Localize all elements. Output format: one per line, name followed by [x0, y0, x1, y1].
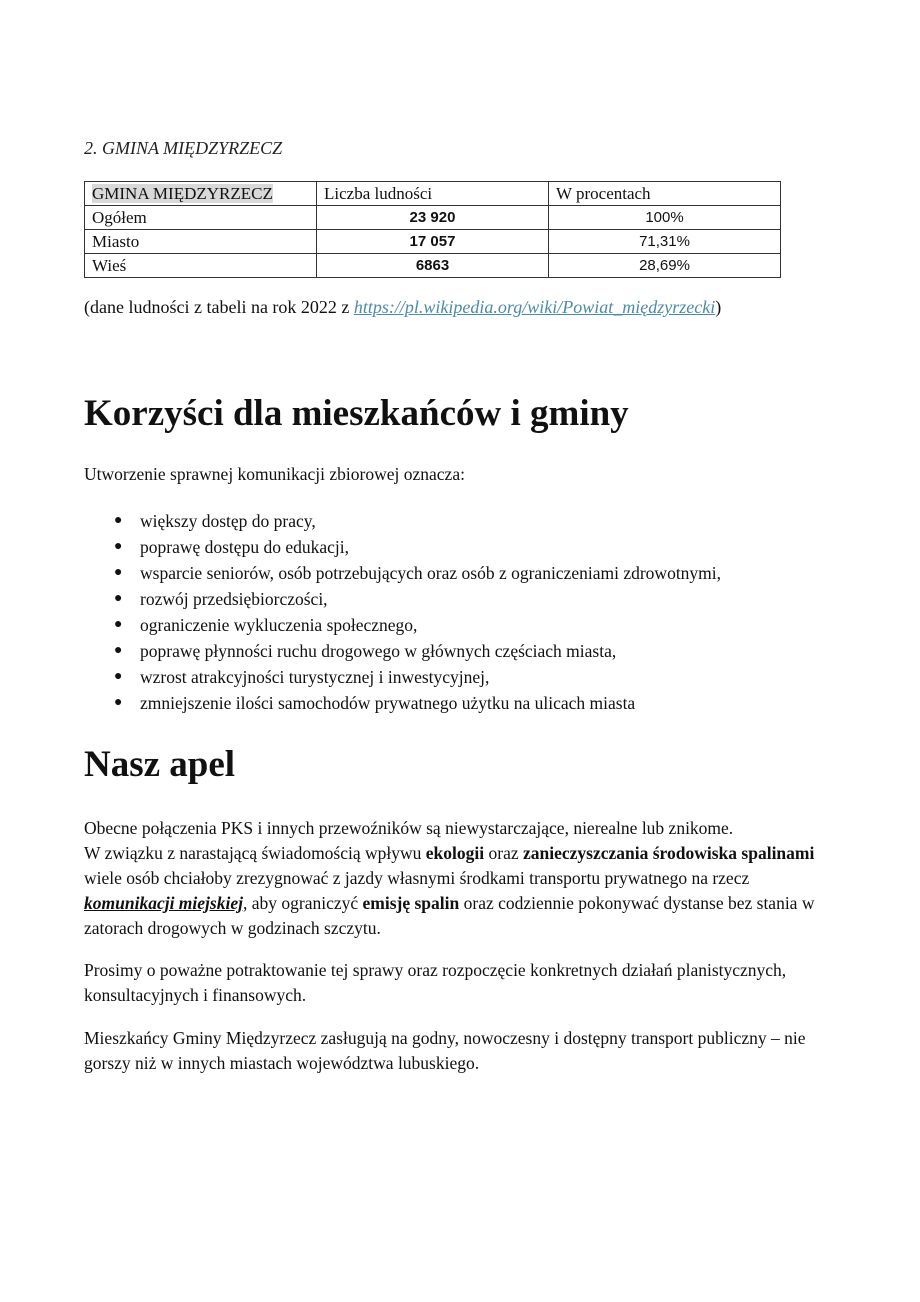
list-item — [84, 612, 721, 638]
row-label: Ogółem — [85, 206, 317, 230]
row-label: Miasto — [85, 230, 317, 254]
bullet-icon: ● — [114, 617, 123, 632]
population-value: 17 057 — [317, 230, 549, 254]
table-header-cell — [85, 182, 317, 206]
list-item-text: poprawę płynności ruchu drogowego w głównych częściach miasta, — [140, 641, 617, 661]
population-value: 6863 — [317, 254, 549, 278]
benefits-heading: Korzyści dla mieszkańców i gminy — [84, 393, 629, 434]
list-item-text: rozwój przedsiębiorczości, — [140, 589, 328, 609]
list-item-text: wzrost atrakcyjności turystycznej i inwestycyjnej, — [140, 667, 490, 687]
list-item-text: poprawę dostępu do edukacji, — [140, 537, 349, 557]
appeal-heading: Nasz apel — [84, 744, 236, 785]
emphasis-emissions: emisję spalin — [362, 893, 460, 913]
appeal-text: oraz — [484, 843, 523, 863]
header-municipality: GMINA MIĘDZYRZECZ — [92, 183, 273, 203]
list-item — [84, 534, 721, 560]
row-label: Wieś — [85, 254, 317, 278]
table-row — [85, 230, 781, 254]
population-table — [84, 181, 781, 278]
source-note — [84, 297, 721, 318]
source-suffix: ) — [715, 297, 722, 317]
list-item-text: ograniczenie wykluczenia społecznego, — [140, 615, 418, 635]
emphasis-public-transport: komunikacji miejskiej — [84, 893, 243, 913]
list-item — [84, 586, 721, 612]
table-header-cell: Liczba ludności — [317, 182, 549, 206]
population-value: 23 920 — [317, 206, 549, 230]
appeal-paragraph-1 — [84, 816, 844, 941]
bullet-icon: ● — [114, 695, 123, 710]
section-heading: 2. GMINA MIĘDZYRZECZ — [84, 138, 283, 158]
percent-value: 28,69% — [549, 254, 781, 278]
emphasis-ecology: ekologii — [425, 843, 485, 863]
appeal-paragraph-2: Prosimy o poważne potraktowanie tej sprawy oraz rozpoczęcie konkretnych działań planistycznych, konsultacyjnych i finansowych. — [84, 960, 787, 1005]
appeal-paragraph-3: Mieszkańcy Gminy Międzyrzecz zasługują na godny, nowoczesny i dostępny transport publiczny – nie gorszy niż w innych miastach województwa lubuskiego. — [84, 1028, 806, 1073]
appeal-text: , aby ograniczyć — [242, 893, 363, 913]
bullet-icon: ● — [114, 513, 123, 528]
table-header-cell: W procentach — [549, 182, 781, 206]
list-item-text: większy dostęp do pracy, — [140, 511, 316, 531]
list-item-text: wsparcie seniorów, osób potrzebujących oraz osób z ograniczeniami zdrowotnymi, — [140, 563, 722, 583]
source-link[interactable]: https://pl.wikipedia.org/wiki/Powiat_międzyrzecki — [353, 297, 716, 317]
list-item — [84, 638, 721, 664]
list-item — [84, 560, 721, 586]
percent-value: 100% — [549, 206, 781, 230]
emphasis-pollution: zanieczyszczania środowiska spalinami — [523, 843, 815, 863]
benefits-intro: Utworzenie sprawnej komunikacji zbiorowej oznacza: — [84, 464, 465, 484]
appeal-text: W związku z narastającą świadomością wpływu — [84, 843, 426, 863]
percent-value: 71,31% — [549, 230, 781, 254]
appeal-text: wiele osób chciałoby zrezygnować z jazdy własnymi środkami transportu prywatnego na rzecz — [84, 868, 750, 888]
table-header-row — [85, 182, 781, 206]
list-item — [84, 508, 721, 534]
list-item-text: zmniejszenie ilości samochodów prywatnego użytku na ulicach miasta — [140, 693, 636, 713]
bullet-icon: ● — [114, 669, 123, 684]
appeal-line-1: Obecne połączenia PKS i innych przewoźników są niewystarczające, nierealne lub znikome. — [84, 818, 734, 838]
list-item — [84, 664, 721, 690]
bullet-icon: ● — [114, 565, 123, 580]
bullet-icon: ● — [114, 539, 123, 554]
bullet-icon: ● — [114, 643, 123, 658]
benefits-list — [84, 508, 721, 716]
appeal-text: oraz codziennie pokonywać dystanse bez stania w zatorach drogowych w godzinach szczytu. — [84, 893, 815, 938]
table-row — [85, 206, 781, 230]
source-prefix: (dane ludności z tabeli na rok 2022 z — [84, 297, 354, 317]
bullet-icon: ● — [114, 591, 123, 606]
table-row — [85, 254, 781, 278]
list-item — [84, 690, 721, 716]
